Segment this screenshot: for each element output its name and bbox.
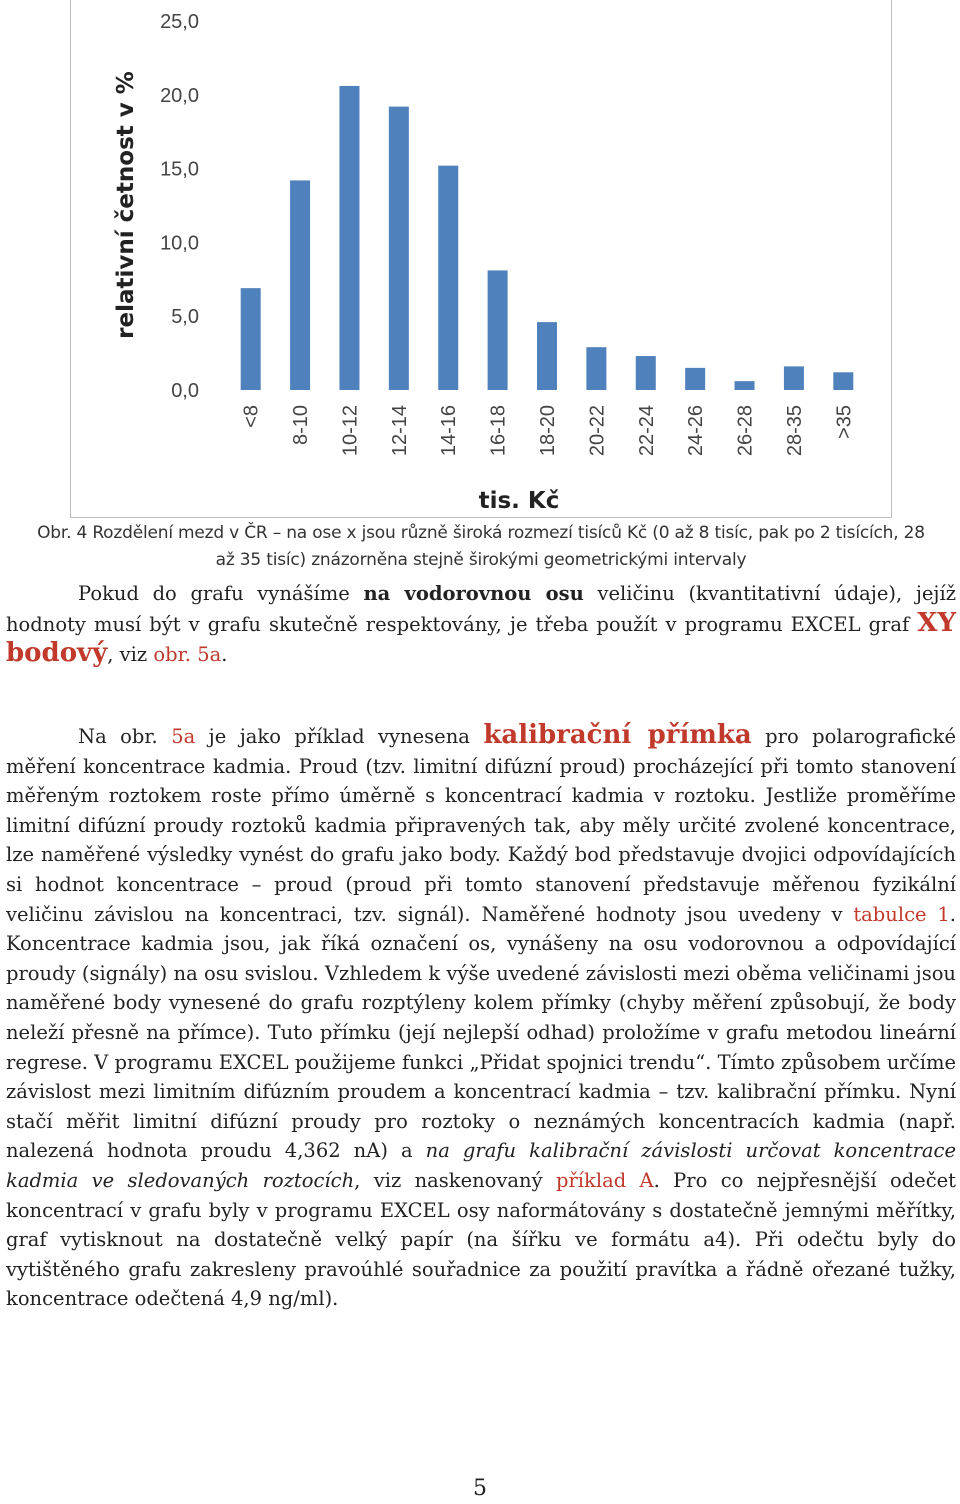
bar-3	[389, 107, 409, 390]
x-tick-label: 8-10	[290, 405, 313, 446]
y-tick-label: 20,0	[160, 84, 199, 107]
p2-table-link[interactable]: tabulce 1	[853, 902, 950, 926]
x-tick-label: >35	[833, 405, 856, 439]
bar-10	[735, 381, 755, 390]
p2-text-k: . Pro co nejpřesnější odečet koncentrací v grafu byly v programu EXCEL osy naformátovány s dostatečně jemnými měřítky, graf vytisknout na dostatečně velký papír (na šířku ve formátu a4). Při odečtu byly do vytištěného grafu zakresleny pravoúhlé souřadnice za použití pravítka a řádně ořezané tužky, koncentrace odečtená 4,9 ng/ml).	[6, 1168, 957, 1311]
bar-0	[241, 288, 261, 390]
p2-text-a: Na obr.	[78, 725, 172, 748]
paragraph-2	[6, 721, 956, 1314]
histogram-chart	[70, 0, 892, 518]
chart-canvas	[71, 0, 893, 518]
caption-line-2: až 35 tisíc) znázorněna stejně širokými geometrickými intervaly	[215, 550, 747, 570]
p1-figure-link[interactable]: obr. 5a	[153, 643, 222, 667]
x-tick-label: 12-14	[388, 405, 411, 457]
bar-7	[586, 347, 606, 390]
x-tick-label: 22-24	[635, 405, 658, 457]
x-tick-label: 20-22	[586, 405, 609, 457]
x-tick-label: 28-35	[783, 405, 806, 457]
p2-text-c: je jako příklad vynesena	[195, 725, 484, 748]
caption-line-1: Obr. 4 Rozdělení mezd v ČR – na ose x jsou různě široká rozmezí tisíců Kč (0 až 8 tisíc, pak po 2 tisících, 28	[37, 523, 925, 543]
x-axis-title: tis. Kč	[478, 488, 560, 514]
y-axis-title: relativní četnost v %	[113, 71, 139, 339]
bar-11	[784, 366, 804, 390]
bar-9	[685, 368, 705, 390]
bar-1	[290, 180, 310, 390]
bar-5	[488, 270, 508, 390]
p1-text-g: .	[221, 643, 228, 667]
p1-bold-horizontal-axis: na vodorovnou osu	[363, 582, 584, 605]
y-tick-label: 15,0	[160, 158, 199, 181]
p1-text-c: veličinu (kvantitativní údaje), jejíž hodnoty musí být v grafu skutečně respektovány, je třeba použít v programu EXCEL graf	[6, 582, 956, 636]
bar-2	[339, 86, 359, 390]
p2-example-link[interactable]: příklad A	[555, 1168, 654, 1192]
p1-xy-scatter-highlight: XY bodový	[6, 607, 956, 669]
x-tick-label: 10-12	[339, 405, 362, 457]
p2-text-e: pro polarografické měření koncentrace kadmia. Proud (tzv. limitní difúzní proud) procházející při tomto stanovení měřeným roztokem roste přímo úměrně s koncentrací kadmia v roztoku. Jestliže proměříme limitní difúzní proudy roztoků kadmia připravených tak, aby měly určité zvolené koncentrace, lze naměřené výsledky vynést do grafu jako body. Každý bod představuje dvojici odpovídajících si hodnot koncentrace – proud (proud při tomto stanovení představuje měřenou fyzikální veličinu závislou na koncentraci, tzv. signál). Naměřené hodnoty jsou uvedeny v	[6, 725, 956, 926]
x-tick-label: 24-26	[685, 405, 708, 457]
y-tick-label: 10,0	[160, 232, 199, 255]
p2-calibration-line-highlight: kalibrační přímka	[483, 720, 752, 750]
y-tick-label: 5,0	[171, 306, 199, 329]
p2-text-g: . Koncentrace kadmia jsou, jak říká označení os, vynášeny na osu vodorovnou a odpovídající proudy (signály) na osu svislou. Vzhledem k výše uvedené závislosti mezi oběma veličinami jsou naměřené body vynesené do grafu rozptýleny kolem přímky (chyby měření způsobují, že body neleží přesně na přímce). Tuto přímku (její nejlepší odhad) proložíme v grafu metodou lineární regrese. V programu EXCEL použijeme funkci „Přidat spojnici trendu“. Tímto způsobem určíme závislost mezi limitním difúzním proudem a koncentrací kadmia – tzv. kalibrační přímku. Nyní stačí měřit limitní difúzní proudy pro roztoky o neznámých koncentracích kadmia (např. nalezená hodnota proudu 4,362 nA) a	[6, 902, 956, 1163]
p2-italic-phrase: na grafu kalibrační závislosti určovat koncentrace kadmia ve sledovaných roztocích	[6, 1139, 957, 1192]
x-tick-label: <8	[240, 405, 263, 428]
x-tick-label: 26-28	[734, 405, 757, 457]
y-tick-label: 0,0	[171, 380, 199, 402]
y-tick-label: 25,0	[160, 11, 199, 33]
p2-text-i: , viz naskenovaný	[354, 1168, 556, 1192]
x-tick-label: 16-18	[487, 405, 510, 457]
paragraph-1	[6, 579, 956, 670]
page-number: 5	[473, 1476, 487, 1501]
bar-8	[636, 356, 656, 390]
bar-12	[833, 372, 853, 390]
p1-text-e: , viz	[107, 643, 154, 667]
p2-figure-link[interactable]: 5a	[171, 725, 196, 748]
figure-caption	[6, 520, 956, 574]
x-tick-label: 18-20	[537, 405, 559, 457]
p1-text-a: Pokud do grafu vynášíme	[78, 582, 364, 605]
bar-6	[537, 322, 557, 390]
bar-4	[438, 166, 458, 390]
x-tick-label: 14-16	[438, 405, 461, 457]
